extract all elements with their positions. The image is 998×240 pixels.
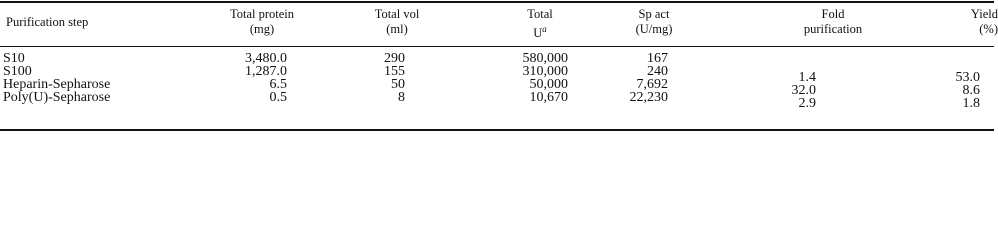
cell-step: Poly(U)-Sepharose [3,90,111,105]
cell-spact: 22,230 [629,90,668,105]
header-sp-act [614,7,694,37]
cell-protein: 3,480.0 [245,51,287,66]
cell-vol: 8 [398,90,405,105]
header-total-units-line2 [505,22,575,41]
cell-fold: 32.0 [791,83,816,98]
header-fold-purification [788,7,878,37]
cell-yield: 1.8 [962,96,980,111]
cell-spact: 167 [647,51,668,66]
header-fold-line1: Fold [821,7,845,21]
table-top-rule [0,1,994,3]
cell-step: Heparin-Sepharose [3,77,111,92]
header-yield-unit: (%) [979,22,998,36]
header-yield-line1: Yield [970,7,998,21]
cell-spact: 7,692 [636,77,668,92]
cell-fold: 2.9 [798,96,816,111]
cell-step: S100 [3,64,32,79]
cell-protein: 1,287.0 [245,64,287,79]
header-sp-act-unit: (U/mg) [635,22,673,36]
header-purification-step: Purification step [6,15,89,29]
header-total-vol [357,7,437,37]
header-total-units-u: U [533,26,543,40]
header-total-protein [207,7,317,37]
cell-yield: 8.6 [962,83,980,98]
cell-spact: 240 [647,64,668,79]
cell-units: 50,000 [529,77,568,92]
header-footnote-marker: a [542,24,547,34]
cell-step: S10 [3,51,25,66]
cell-yield: 53.0 [955,70,980,85]
header-sp-act-line1: Sp act [638,7,670,21]
table-header-rule [0,46,994,47]
cell-vol: 50 [391,77,405,92]
cell-protein: 6.5 [269,77,287,92]
cell-vol: 290 [384,51,405,66]
header-total-units-line1: Total [527,7,553,21]
cell-units: 310,000 [522,64,568,79]
header-total-vol-unit: (ml) [386,22,408,36]
cell-units: 580,000 [522,51,568,66]
header-yield [948,7,998,37]
header-total-protein-line1: Total protein [229,7,295,21]
header-total-protein-unit: (mg) [249,22,275,36]
header-total-units [505,7,575,41]
cell-fold: 1.4 [798,70,816,85]
cell-vol: 155 [384,64,405,79]
table-bottom-rule [0,129,994,131]
header-fold-line2: purification [803,22,863,36]
cell-units: 10,670 [529,90,568,105]
cell-protein: 0.5 [269,90,287,105]
header-total-vol-line1: Total vol [374,7,420,21]
